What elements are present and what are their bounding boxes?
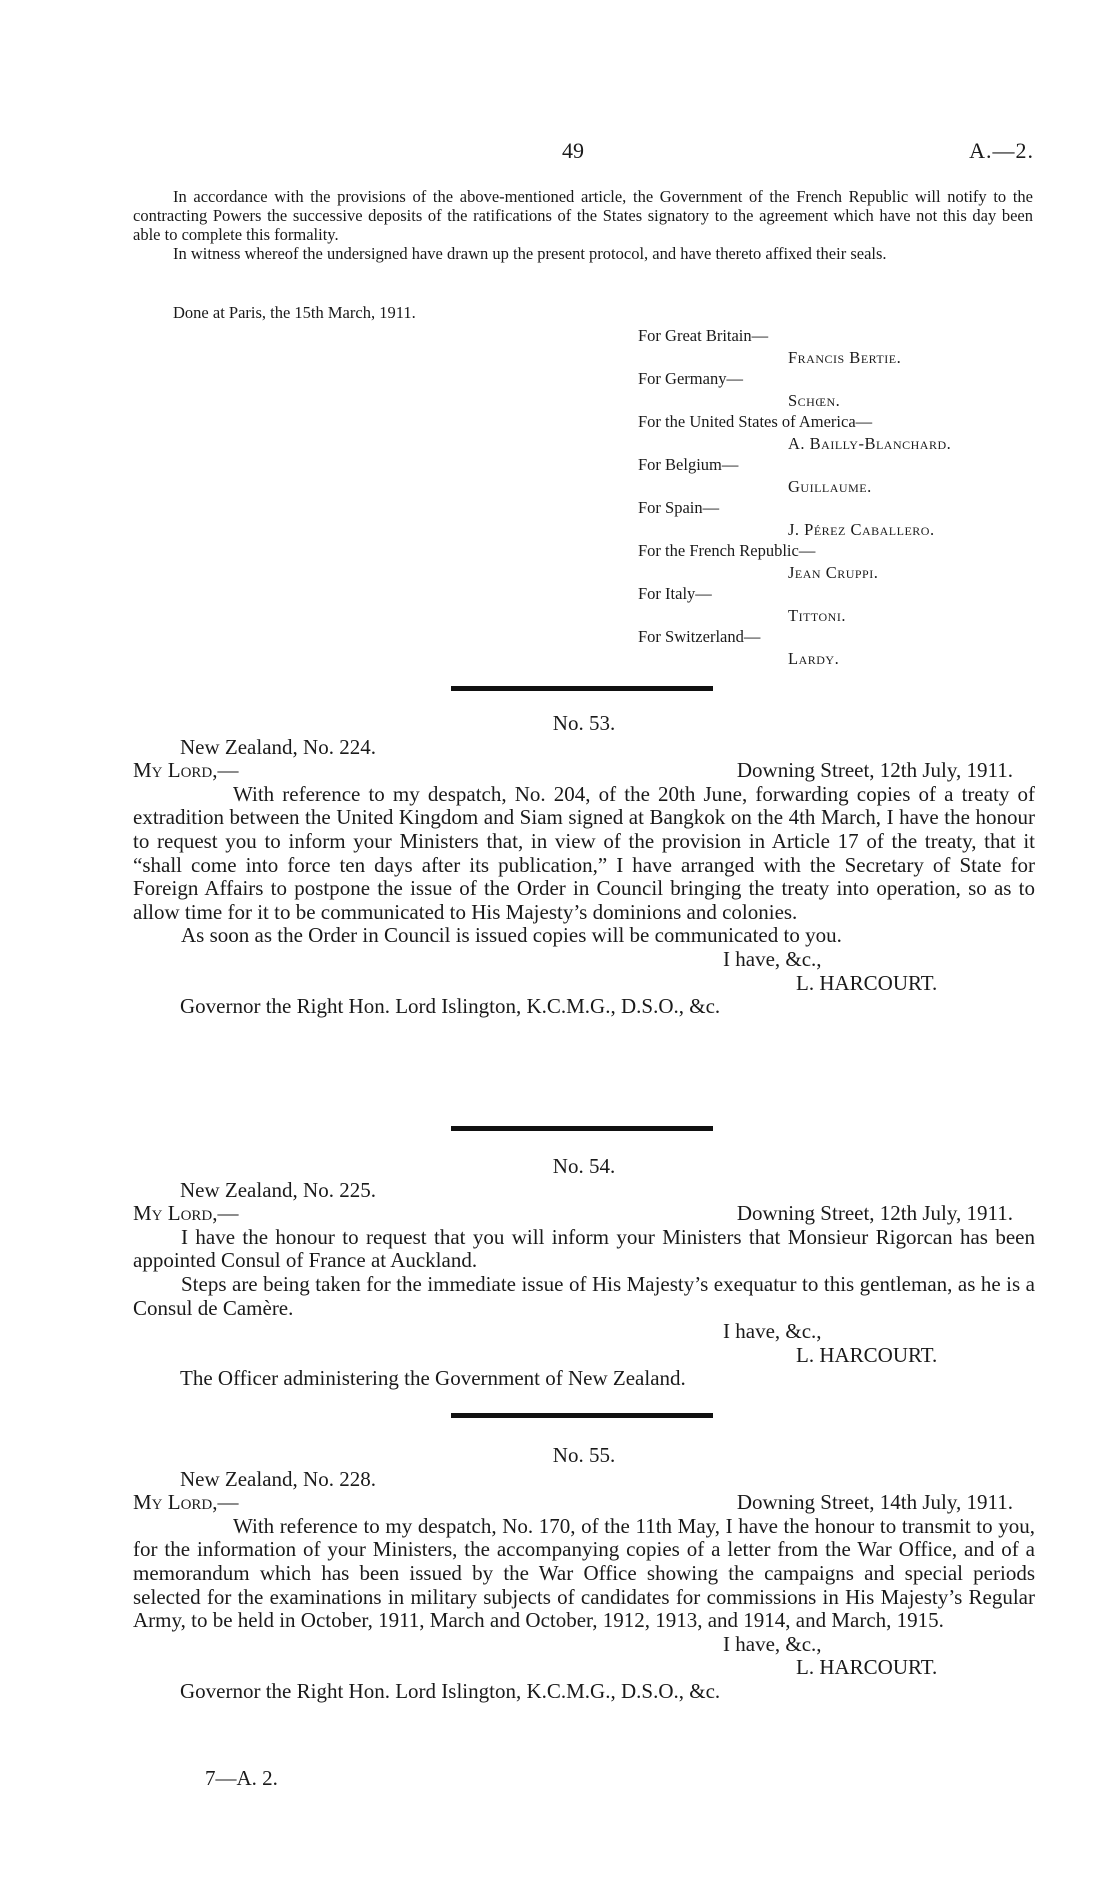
salutation-row: [133, 1202, 1013, 1226]
addressee: Governor the Right Hon. Lord Islington, K.C.M.G., D.S.O., &c.: [180, 994, 721, 1019]
signatory-name: Francis Bertie.: [788, 347, 902, 367]
signer: L. HARCOURT.: [796, 1342, 938, 1367]
signatory-name: Schœn.: [788, 390, 841, 410]
signatory-name: J. Pérez Caballero.: [788, 519, 935, 539]
salutation: My Lord,—: [133, 1201, 239, 1226]
series-code: A.—2.: [969, 138, 1034, 163]
section-divider: [451, 1413, 713, 1418]
despatch-body: I have the honour to request that you will inform your Ministers that Monsieur Rigorcan has been appointed Consul of France at Auckland.: [133, 1224, 1035, 1273]
despatch-body: Steps are being taken for the immediate issue of His Majesty’s exequatur to this gentleman, as he is a Consul de Camère.: [133, 1271, 1035, 1320]
salutation-row: [133, 759, 1013, 783]
signatory-name: Tittoni.: [788, 605, 846, 625]
signer: L. HARCOURT.: [796, 970, 938, 995]
signatory-country: For Spain—: [638, 498, 720, 517]
section-divider: [451, 1126, 713, 1131]
signatory-country: For Belgium—: [638, 455, 739, 474]
addressee: The Officer administering the Government of New Zealand.: [180, 1366, 686, 1391]
despatch-number: No. 53.: [552, 711, 616, 735]
signatory-country: For the United States of America—: [638, 412, 873, 431]
place-date: Downing Street, 12th July, 1911.: [736, 758, 1013, 783]
signatory-name: A. Bailly-Blanchard.: [788, 433, 952, 453]
signatory-name: Jean Cruppi.: [788, 562, 879, 582]
protocol-paragraph: In witness whereof the undersigned have drawn up the present protocol, and have thereto affixed their seals.: [173, 244, 887, 263]
despatch-53: [133, 712, 1035, 1019]
place-date: Downing Street, 12th July, 1911.: [736, 1201, 1013, 1226]
signatory-country: For Italy—: [638, 584, 712, 603]
signatory-country: For Switzerland—: [638, 627, 761, 646]
addressee: Governor the Right Hon. Lord Islington, K.C.M.G., D.S.O., &c.: [180, 1678, 721, 1703]
closing: I have, &c.,: [723, 946, 822, 971]
signatories-list: [638, 325, 1018, 669]
despatch-reference: New Zealand, No. 225.: [180, 1177, 376, 1202]
signatory-country: For the French Republic—: [638, 541, 816, 560]
page-number: 49: [562, 138, 584, 163]
despatch-number: No. 54.: [552, 1154, 616, 1178]
despatch-body: As soon as the Order in Council is issued copies will be communicated to you.: [181, 923, 842, 948]
signatory-country: For Germany—: [638, 369, 743, 388]
closing: I have, &c.,: [723, 1319, 822, 1344]
salutation: My Lord,—: [133, 758, 239, 783]
signer: L. HARCOURT.: [796, 1655, 938, 1680]
despatch-number: No. 55.: [552, 1443, 616, 1467]
despatch-body: With reference to my despatch, No. 204, of the 20th June, forwarding copies of a treaty of extradition between the United Kingdom and Siam signed at Bangkok on the 4th March, I have the honour to request you to inform your Ministers that, in view of the provision in Article 17 of the treaty, that it “shall come into force ten days after its publication,” I have arranged with the Secretary of State for Foreign Affairs to postpone the issue of the Order in Council bringing the treaty into operation, so as to allow time for it to be communicated to His Majesty’s dominions and colonies.: [133, 781, 1035, 924]
section-divider: [451, 686, 713, 691]
despatch-reference: New Zealand, No. 224.: [180, 734, 376, 759]
signatory-name: Guillaume.: [788, 476, 872, 496]
place-date: Downing Street, 14th July, 1911.: [736, 1490, 1013, 1515]
salutation: My Lord,—: [133, 1490, 239, 1515]
despatch-body: With reference to my despatch, No. 170, of the 11th May, I have the honour to transmit to you, for the information of your Ministers, the accompanying copies of a letter from the War Office, and of a memorandum which has been issued by the War Office showing the campaigns and special periods selected for the examinations in military subjects of candidates for commissions in His Majesty’s Regular Army, to be held in October, 1911, March and October, 1912, 1913, and 1914, and March, 1915.: [133, 1513, 1035, 1633]
closing: I have, &c.,: [723, 1631, 822, 1656]
despatch-reference: New Zealand, No. 228.: [180, 1466, 376, 1491]
protocol-done-at: Done at Paris, the 15th March, 1911.: [173, 303, 416, 322]
protocol-text: [133, 187, 1033, 263]
printer-signature-mark: 7—A. 2.: [205, 1766, 278, 1790]
despatch-54: [133, 1155, 1035, 1391]
page-header: [0, 138, 1114, 168]
signatory-name: Lardy.: [788, 648, 840, 668]
salutation-row: [133, 1491, 1013, 1515]
protocol-paragraph: In accordance with the provisions of the above-mentioned article, the Government of the French Republic will notify to the contracting Powers the successive deposits of the ratifications of the States signatory to the agreement which have not this day been able to complete this formality.: [133, 187, 1033, 244]
signatory-country: For Great Britain—: [638, 326, 769, 345]
despatch-55: [133, 1444, 1035, 1704]
